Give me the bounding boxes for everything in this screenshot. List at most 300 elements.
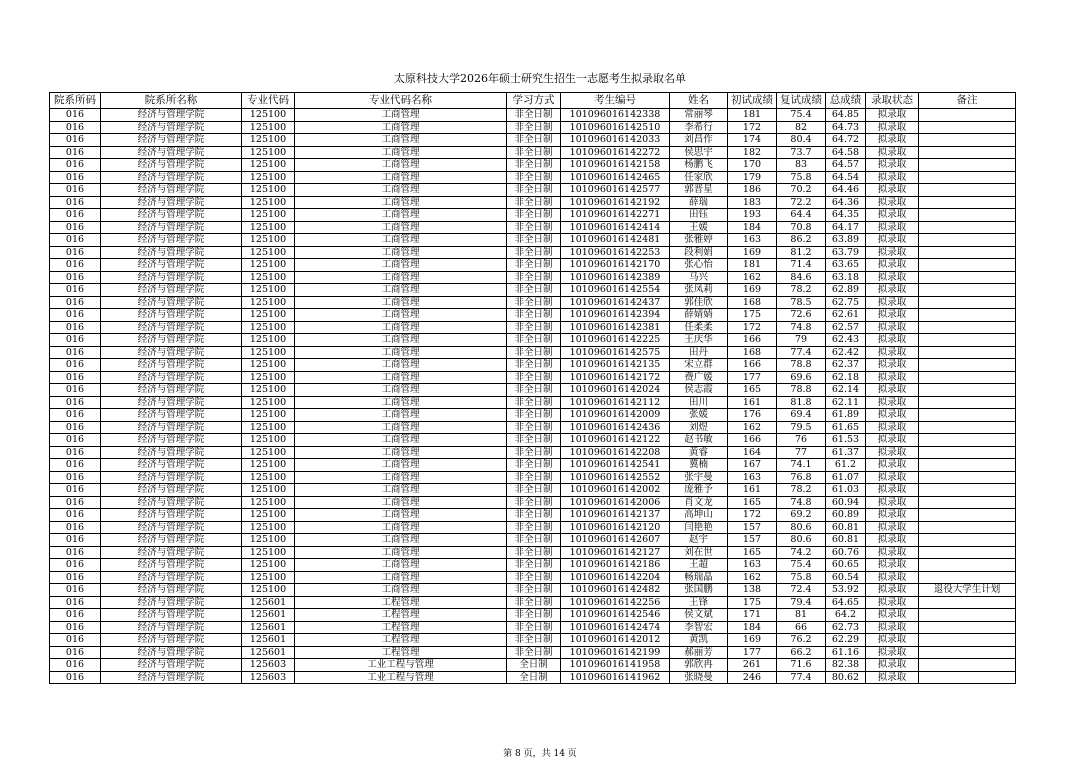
table-cell: 工商管理: [295, 559, 507, 572]
table-row: [50, 334, 1016, 347]
table-cell: 马兴: [670, 271, 728, 284]
table-cell: 拟录取: [866, 546, 919, 559]
table-cell: 经济与管理学院: [101, 659, 242, 672]
table-cell: 拟录取: [866, 484, 919, 497]
table-cell: 125100: [242, 246, 295, 259]
table-cell: [919, 596, 1016, 609]
table-cell: 李希行: [670, 121, 728, 134]
table-cell: 工程管理: [295, 621, 507, 634]
table-row: [50, 521, 1016, 534]
table-cell: 168: [728, 296, 777, 309]
table-row: [50, 271, 1016, 284]
table-cell: 79.4: [777, 596, 826, 609]
table-cell: 101096016142271: [561, 209, 670, 222]
table-cell: 常丽琴: [670, 109, 728, 122]
table-cell: 经济与管理学院: [101, 346, 242, 359]
table-cell: 拟录取: [866, 596, 919, 609]
table-cell: 016: [50, 596, 101, 609]
table-cell: 经济与管理学院: [101, 159, 242, 172]
table-cell: 全日制: [507, 659, 561, 672]
table-cell: [919, 421, 1016, 434]
table-cell: 段利娟: [670, 246, 728, 259]
table-cell: 非全日制: [507, 609, 561, 622]
table-cell: 62.57: [826, 321, 866, 334]
table-cell: 72.2: [777, 196, 826, 209]
table-cell: 161: [728, 484, 777, 497]
table-cell: 157: [728, 521, 777, 534]
table-cell: [919, 184, 1016, 197]
table-cell: 经济与管理学院: [101, 634, 242, 647]
table-cell: 经济与管理学院: [101, 134, 242, 147]
table-cell: 王锋: [670, 596, 728, 609]
table-cell: 非全日制: [507, 171, 561, 184]
table-body: [50, 109, 1016, 684]
table-cell: [919, 509, 1016, 522]
table-cell: 71.6: [777, 659, 826, 672]
table-cell: 125100: [242, 196, 295, 209]
table-cell: 张国鹏: [670, 584, 728, 597]
table-cell: 125100: [242, 509, 295, 522]
column-header: 专业代码: [242, 93, 295, 109]
table-cell: 78.8: [777, 359, 826, 372]
table-cell: 经济与管理学院: [101, 284, 242, 297]
table-cell: 175: [728, 596, 777, 609]
table-cell: 庞雅予: [670, 484, 728, 497]
table-cell: 125100: [242, 109, 295, 122]
table-cell: 163: [728, 559, 777, 572]
column-header: 姓名: [670, 93, 728, 109]
table-cell: 拟录取: [866, 209, 919, 222]
table-cell: 125100: [242, 421, 295, 434]
column-header: 录取状态: [866, 93, 919, 109]
table-cell: 163: [728, 471, 777, 484]
table-header: [50, 93, 1016, 109]
table-cell: 薛婧婧: [670, 309, 728, 322]
table-cell: [919, 209, 1016, 222]
table-cell: 016: [50, 409, 101, 422]
table-cell: 工商管理: [295, 309, 507, 322]
table-cell: 经济与管理学院: [101, 196, 242, 209]
table-cell: 拟录取: [866, 109, 919, 122]
table-cell: 非全日制: [507, 234, 561, 247]
table-cell: 工商管理: [295, 509, 507, 522]
table-cell: 016: [50, 434, 101, 447]
table-cell: 非全日制: [507, 209, 561, 222]
table-cell: 拟录取: [866, 571, 919, 584]
table-cell: 经济与管理学院: [101, 646, 242, 659]
table-cell: 王超: [670, 559, 728, 572]
table-cell: 167: [728, 459, 777, 472]
table-cell: 016: [50, 284, 101, 297]
table-cell: 016: [50, 671, 101, 684]
table-cell: 拟录取: [866, 284, 919, 297]
table-cell: 101096016142024: [561, 384, 670, 397]
table-row: [50, 184, 1016, 197]
table-cell: [919, 634, 1016, 647]
table-cell: 162: [728, 571, 777, 584]
table-cell: 工程管理: [295, 646, 507, 659]
table-cell: 125100: [242, 396, 295, 409]
table-cell: 016: [50, 484, 101, 497]
table-cell: 101096016142389: [561, 271, 670, 284]
table-cell: 60.54: [826, 571, 866, 584]
table-cell: 经济与管理学院: [101, 584, 242, 597]
table-cell: 101096016142481: [561, 234, 670, 247]
table-cell: 拟录取: [866, 559, 919, 572]
table-cell: 刘煜: [670, 421, 728, 434]
table-cell: [919, 221, 1016, 234]
table-row: [50, 246, 1016, 259]
table-cell: 工业工程与管理: [295, 671, 507, 684]
table-cell: 125603: [242, 659, 295, 672]
table-cell: 62.73: [826, 621, 866, 634]
table-cell: 郭佳欣: [670, 296, 728, 309]
table-cell: 125100: [242, 359, 295, 372]
table-cell: 179: [728, 171, 777, 184]
table-cell: 125603: [242, 671, 295, 684]
table-cell: 拟录取: [866, 471, 919, 484]
page-footer: 第 8 页，共 14 页: [503, 749, 577, 759]
table-cell: [919, 321, 1016, 334]
table-cell: 125100: [242, 259, 295, 272]
table-cell: 64.4: [777, 209, 826, 222]
table-cell: 016: [50, 621, 101, 634]
table-cell: 经济与管理学院: [101, 471, 242, 484]
table-cell: 101096016142170: [561, 259, 670, 272]
table-cell: 82.38: [826, 659, 866, 672]
table-cell: 退役大学生计划: [919, 584, 1016, 597]
table-cell: 经济与管理学院: [101, 334, 242, 347]
table-cell: [919, 484, 1016, 497]
table-cell: 77.4: [777, 346, 826, 359]
table-cell: 张媛: [670, 409, 728, 422]
table-cell: 64.73: [826, 121, 866, 134]
table-cell: 工商管理: [295, 134, 507, 147]
table-cell: [919, 134, 1016, 147]
table-cell: 016: [50, 634, 101, 647]
table-cell: 69.6: [777, 371, 826, 384]
table-cell: [919, 609, 1016, 622]
table-row: [50, 221, 1016, 234]
table-cell: 拟录取: [866, 246, 919, 259]
table-cell: 71.4: [777, 259, 826, 272]
table-row: [50, 109, 1016, 122]
table-cell: 184: [728, 621, 777, 634]
table-cell: [919, 459, 1016, 472]
table-cell: 125100: [242, 221, 295, 234]
table-cell: 拟录取: [866, 396, 919, 409]
table-cell: 经济与管理学院: [101, 171, 242, 184]
table-cell: 拟录取: [866, 271, 919, 284]
table-row: [50, 496, 1016, 509]
table-cell: 工商管理: [295, 296, 507, 309]
table-cell: 61.65: [826, 421, 866, 434]
table-cell: 166: [728, 434, 777, 447]
table-cell: 101096016142158: [561, 159, 670, 172]
table-cell: [919, 309, 1016, 322]
table-cell: 63.79: [826, 246, 866, 259]
table-cell: 77.4: [777, 671, 826, 684]
table-cell: 拟录取: [866, 321, 919, 334]
table-cell: 125100: [242, 521, 295, 534]
table-cell: 101096016142033: [561, 134, 670, 147]
table-cell: 016: [50, 221, 101, 234]
table-row: [50, 396, 1016, 409]
table-cell: 拟录取: [866, 334, 919, 347]
table-cell: 非全日制: [507, 584, 561, 597]
table-cell: 016: [50, 159, 101, 172]
table-cell: 016: [50, 584, 101, 597]
table-cell: 工商管理: [295, 459, 507, 472]
table-cell: 016: [50, 571, 101, 584]
table-cell: 60.94: [826, 496, 866, 509]
table-cell: 郭欣冉: [670, 659, 728, 672]
table-cell: [919, 271, 1016, 284]
table-cell: 经济与管理学院: [101, 121, 242, 134]
table-cell: 非全日制: [507, 134, 561, 147]
table-cell: 经济与管理学院: [101, 246, 242, 259]
table-cell: [919, 284, 1016, 297]
table-cell: 赵书敏: [670, 434, 728, 447]
table-cell: 非全日制: [507, 346, 561, 359]
table-cell: 125100: [242, 409, 295, 422]
table-cell: 101096016142002: [561, 484, 670, 497]
table-cell: [919, 109, 1016, 122]
table-cell: 125100: [242, 471, 295, 484]
table-cell: 经济与管理学院: [101, 209, 242, 222]
table-cell: 张凤莉: [670, 284, 728, 297]
table-cell: 75.4: [777, 559, 826, 572]
table-cell: 田川: [670, 396, 728, 409]
table-cell: 101096016142137: [561, 509, 670, 522]
table-cell: 74.1: [777, 459, 826, 472]
table-cell: 016: [50, 446, 101, 459]
table-cell: 郭晋星: [670, 184, 728, 197]
table-cell: 经济与管理学院: [101, 321, 242, 334]
table-cell: 016: [50, 296, 101, 309]
table-cell: 166: [728, 359, 777, 372]
table-cell: 经济与管理学院: [101, 509, 242, 522]
table-row: [50, 471, 1016, 484]
table-cell: 拟录取: [866, 134, 919, 147]
table-cell: 任柔柔: [670, 321, 728, 334]
table-cell: 闫艳艳: [670, 521, 728, 534]
table-cell: 经济与管理学院: [101, 671, 242, 684]
table-cell: 经济与管理学院: [101, 409, 242, 422]
table-cell: 工商管理: [295, 271, 507, 284]
table-cell: 高坤山: [670, 509, 728, 522]
table-cell: 125100: [242, 271, 295, 284]
table-cell: 125100: [242, 234, 295, 247]
table-cell: 169: [728, 284, 777, 297]
table-cell: 169: [728, 634, 777, 647]
table-cell: 016: [50, 609, 101, 622]
table-cell: 81.8: [777, 396, 826, 409]
table-cell: 016: [50, 346, 101, 359]
table-cell: 侯志霞: [670, 384, 728, 397]
table-cell: 101096016142338: [561, 109, 670, 122]
table-cell: 64.2: [826, 609, 866, 622]
table-row: [50, 371, 1016, 384]
table-cell: 125100: [242, 284, 295, 297]
table-row: [50, 596, 1016, 609]
table-cell: 101096016142172: [561, 371, 670, 384]
table-cell: 费广媛: [670, 371, 728, 384]
table-cell: 经济与管理学院: [101, 446, 242, 459]
table-cell: 宋立群: [670, 359, 728, 372]
table-cell: 016: [50, 659, 101, 672]
table-cell: 101096016142465: [561, 171, 670, 184]
table-cell: 125100: [242, 334, 295, 347]
table-cell: 拟录取: [866, 171, 919, 184]
table-cell: 工商管理: [295, 534, 507, 547]
table-cell: 61.03: [826, 484, 866, 497]
table-cell: 101096016142127: [561, 546, 670, 559]
table-cell: 125100: [242, 346, 295, 359]
table-cell: 101096016142112: [561, 396, 670, 409]
table-cell: 工商管理: [295, 346, 507, 359]
table-cell: 101096016142208: [561, 446, 670, 459]
table-row: [50, 509, 1016, 522]
table-cell: 田钰: [670, 209, 728, 222]
table-row: [50, 134, 1016, 147]
table-cell: [919, 446, 1016, 459]
table-cell: 016: [50, 146, 101, 159]
table-cell: 69.2: [777, 509, 826, 522]
table-cell: 101096016142253: [561, 246, 670, 259]
table-cell: 70.8: [777, 221, 826, 234]
table-cell: [919, 621, 1016, 634]
table-cell: 工程管理: [295, 634, 507, 647]
table-cell: 工商管理: [295, 334, 507, 347]
table-cell: 016: [50, 396, 101, 409]
table-cell: 62.14: [826, 384, 866, 397]
table-cell: 60.81: [826, 521, 866, 534]
table-cell: 非全日制: [507, 446, 561, 459]
table-cell: [919, 409, 1016, 422]
table-row: [50, 171, 1016, 184]
table-cell: 78.2: [777, 484, 826, 497]
table-cell: 非全日制: [507, 121, 561, 134]
table-cell: 016: [50, 384, 101, 397]
table-cell: 101096016142256: [561, 596, 670, 609]
table-cell: 60.65: [826, 559, 866, 572]
table-cell: 拟录取: [866, 534, 919, 547]
column-header: 备注: [919, 93, 1016, 109]
table-cell: 非全日制: [507, 421, 561, 434]
table-cell: 经济与管理学院: [101, 234, 242, 247]
column-header: 总成绩: [826, 93, 866, 109]
table-cell: 拟录取: [866, 584, 919, 597]
table-cell: 非全日制: [507, 384, 561, 397]
table-cell: 王媛: [670, 221, 728, 234]
table-cell: 74.2: [777, 546, 826, 559]
table-cell: 81: [777, 609, 826, 622]
table-cell: 184: [728, 221, 777, 234]
table-row: [50, 609, 1016, 622]
table-cell: 拟录取: [866, 659, 919, 672]
table-cell: 64.57: [826, 159, 866, 172]
table-cell: 186: [728, 184, 777, 197]
table-cell: 经济与管理学院: [101, 546, 242, 559]
table-row: [50, 321, 1016, 334]
document-title: 太原科技大学2026年硕士研究生招生一志愿考生拟录取名单: [394, 72, 686, 85]
table-cell: [919, 259, 1016, 272]
table-cell: 拟录取: [866, 159, 919, 172]
table-cell: 101096016142436: [561, 421, 670, 434]
table-cell: 工商管理: [295, 496, 507, 509]
table-cell: 016: [50, 359, 101, 372]
table-cell: 016: [50, 134, 101, 147]
table-cell: 164: [728, 446, 777, 459]
table-cell: 62.89: [826, 284, 866, 297]
admission-table: [49, 92, 1016, 684]
table-cell: 84.6: [777, 271, 826, 284]
table-cell: 80.4: [777, 134, 826, 147]
table-cell: 非全日制: [507, 496, 561, 509]
table-cell: 经济与管理学院: [101, 434, 242, 447]
table-cell: 172: [728, 509, 777, 522]
table-cell: 101096016142437: [561, 296, 670, 309]
table-cell: 工商管理: [295, 196, 507, 209]
table-cell: 162: [728, 271, 777, 284]
table-cell: 101096016142546: [561, 609, 670, 622]
table-cell: 78.2: [777, 284, 826, 297]
table-cell: 64.58: [826, 146, 866, 159]
table-cell: 工商管理: [295, 284, 507, 297]
table-cell: 工商管理: [295, 421, 507, 434]
table-cell: 016: [50, 459, 101, 472]
table-row: [50, 384, 1016, 397]
table-cell: 60.89: [826, 509, 866, 522]
table-cell: 125100: [242, 296, 295, 309]
table-cell: 101096016142552: [561, 471, 670, 484]
table-row: [50, 359, 1016, 372]
table-cell: 经济与管理学院: [101, 146, 242, 159]
table-cell: 80.62: [826, 671, 866, 684]
table-cell: 经济与管理学院: [101, 296, 242, 309]
table-cell: 176: [728, 409, 777, 422]
table-cell: 拟录取: [866, 359, 919, 372]
table-cell: 工商管理: [295, 571, 507, 584]
table-cell: 62.11: [826, 396, 866, 409]
table-cell: 64.65: [826, 596, 866, 609]
table-row: [50, 121, 1016, 134]
table-cell: 75.8: [777, 571, 826, 584]
table-cell: [919, 346, 1016, 359]
table-cell: 125100: [242, 546, 295, 559]
table-cell: 64.54: [826, 171, 866, 184]
table-cell: 拟录取: [866, 434, 919, 447]
table-cell: 刘在世: [670, 546, 728, 559]
table-cell: 64.36: [826, 196, 866, 209]
table-cell: 经济与管理学院: [101, 221, 242, 234]
table-cell: 经济与管理学院: [101, 109, 242, 122]
table-cell: 非全日制: [507, 109, 561, 122]
table-cell: 经济与管理学院: [101, 396, 242, 409]
table-cell: 101096016141962: [561, 671, 670, 684]
table-cell: 125100: [242, 146, 295, 159]
table-cell: 拟录取: [866, 296, 919, 309]
table-cell: 工商管理: [295, 409, 507, 422]
table-cell: 165: [728, 496, 777, 509]
table-cell: 张宇曼: [670, 471, 728, 484]
table-cell: 170: [728, 159, 777, 172]
table-cell: 薛瑞: [670, 196, 728, 209]
table-row: [50, 196, 1016, 209]
table-row: [50, 634, 1016, 647]
table-cell: 101096016142009: [561, 409, 670, 422]
